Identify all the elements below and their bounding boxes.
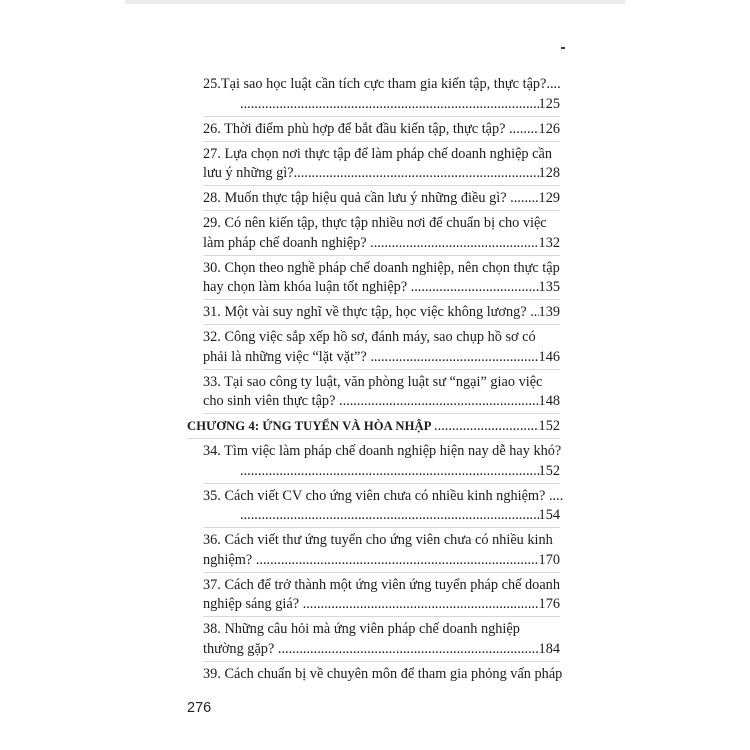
toc-entry-title-line: 39. Cách chuẩn bị về chuyên môn để tham gia phỏng vấn pháp — [203, 665, 563, 682]
dot-leader — [339, 392, 539, 412]
toc-entry-last-line — [203, 120, 560, 140]
toc-entry-title: 31. Một vài suy nghĩ về thực tập, học việc không lương? — [203, 304, 531, 320]
dot-leader — [256, 551, 539, 571]
scan-edge-band — [125, 0, 625, 4]
toc-entry-last-line — [203, 462, 560, 482]
toc-entry-last-line — [203, 640, 560, 660]
toc-entry — [203, 256, 560, 301]
toc-entry-last-line — [203, 551, 560, 571]
toc-entry-page-number: 129 — [538, 190, 560, 206]
toc-entry — [203, 370, 560, 415]
toc-entry-last-line — [203, 303, 560, 323]
toc-entry — [203, 573, 560, 618]
toc-entry-last-line — [203, 95, 560, 115]
dot-leader — [530, 303, 538, 323]
toc-entry-page-number: 135 — [538, 279, 560, 295]
dot-leader — [303, 595, 539, 615]
toc-entry-title-line: 36. Cách viết thư ứng tuyển cho ứng viên chưa có nhiều kinh — [203, 532, 553, 548]
dot-leader — [240, 462, 539, 482]
toc-entry-last-line — [203, 506, 560, 526]
dot-leader — [434, 417, 539, 437]
toc-entry-title: 28. Muốn thực tập hiệu quả cần lưu ý những điều gì? — [203, 190, 511, 206]
toc-entry — [203, 186, 560, 211]
toc-entry-title: 26. Thời điểm phù hợp để bắt đầu kiến tập, thực tập? — [203, 120, 510, 137]
toc-entry-page-number: 170 — [538, 551, 560, 568]
toc-entry-title-line: 38. Những câu hỏi mà ứng viên pháp chế doanh nghiệp — [203, 621, 520, 637]
toc-entry-title-line: 25.Tại sao học luật cần tích cực tham gia kiến tập, thực tập?.... — [203, 76, 561, 92]
toc-chapter-line — [187, 417, 560, 437]
toc-entry-page-number: 184 — [538, 640, 560, 657]
toc-entry — [203, 325, 560, 370]
toc-entry-page-number: 148 — [538, 393, 560, 409]
toc-entry-title-line: 29. Có nên kiến tập, thực tập nhiều nơi để chuẩn bị cho việc — [203, 215, 547, 231]
chapter-page-number: 152 — [538, 418, 560, 434]
toc-entry-page-number: 154 — [538, 507, 560, 523]
toc-entry-title-line: 32. Công việc sắp xếp hồ sơ, đánh máy, sao chụp hồ sơ có — [203, 329, 536, 345]
toc-entry-page-number: 128 — [538, 165, 560, 181]
toc-entry — [203, 484, 564, 529]
dot-leader — [509, 120, 538, 140]
dot-leader — [411, 278, 539, 298]
toc-entry-last-line — [203, 278, 560, 298]
toc-entry-title-end: nghiệp sáng giá? — [203, 596, 303, 612]
toc-entry-last-line — [203, 189, 560, 209]
toc-entry — [203, 72, 560, 117]
toc-entry-title-line: 30. Chọn theo nghề pháp chế doanh nghiệp, nên chọn thực tập — [203, 259, 560, 276]
table-of-contents — [187, 72, 564, 686]
toc-entry-title-line: 37. Cách để trở thành một ứng viên ứng tuyển pháp chế doanh — [203, 576, 560, 593]
toc-entry-last-line — [203, 234, 560, 254]
toc-entry-title-end: phải là những việc “lặt vặt”? — [203, 348, 371, 365]
toc-entry-last-line — [203, 595, 560, 615]
toc-entry-page-number: 126 — [538, 120, 560, 137]
toc-entry-page-number: 146 — [538, 348, 560, 365]
toc-entry — [203, 211, 560, 256]
dot-leader — [278, 640, 539, 660]
toc-entry-page-number: 125 — [538, 95, 560, 112]
toc-entry — [203, 662, 563, 686]
page-number: 276 — [187, 700, 212, 716]
dot-leader — [240, 95, 539, 115]
toc-entry-title-line: 27. Lựa chọn nơi thực tập để làm pháp chế doanh nghiệp cần — [203, 145, 552, 162]
scan-mark — [561, 47, 565, 49]
toc-entry-title-end: cho sinh viên thực tập? — [203, 393, 339, 409]
toc-entry-page-number: 176 — [538, 596, 560, 612]
toc-entry — [203, 142, 560, 187]
toc-entry-title-line: 34. Tìm việc làm pháp chế doanh nghiệp hiện nay dễ hay khó? — [203, 443, 562, 459]
toc-entry-last-line — [203, 348, 560, 368]
toc-entry-title-end: nghiệm? — [203, 551, 256, 568]
toc-entry-last-line — [203, 164, 560, 184]
chapter-title: CHƯƠNG 4: ỨNG TUYỂN VÀ HÒA NHẬP — [187, 419, 435, 433]
toc-entry-title-end: làm pháp chế doanh nghiệp? — [203, 234, 371, 251]
toc-entry-page-number: 139 — [538, 304, 560, 320]
toc-entry-title-end: hay chọn làm khóa luận tốt nghiệp? — [203, 279, 411, 295]
toc-entry-title-end: thường gặp? — [203, 640, 278, 657]
toc-entry — [203, 439, 560, 484]
toc-entry — [203, 300, 560, 325]
dot-leader — [510, 189, 538, 209]
toc-entry-title-end: lưu ý những gì? — [203, 165, 294, 181]
toc-entry-page-number: 132 — [538, 234, 560, 251]
toc-entry — [203, 617, 560, 662]
toc-entry — [203, 117, 560, 142]
toc-entry — [203, 528, 560, 573]
dot-leader — [240, 506, 539, 526]
toc-entry-title-line: 33. Tại sao công ty luật, văn phòng luật sư “ngại” giao việc — [203, 373, 543, 390]
toc-chapter-heading — [187, 414, 560, 439]
toc-entry-page-number: 152 — [538, 462, 560, 479]
toc-entry-title-line: 35. Cách viết CV cho ứng viên chưa có nhiều kinh nghiệm? .... — [203, 487, 564, 504]
dot-leader — [294, 164, 539, 184]
toc-entry-last-line — [203, 392, 560, 412]
dot-leader — [370, 348, 538, 368]
dot-leader — [370, 234, 538, 254]
